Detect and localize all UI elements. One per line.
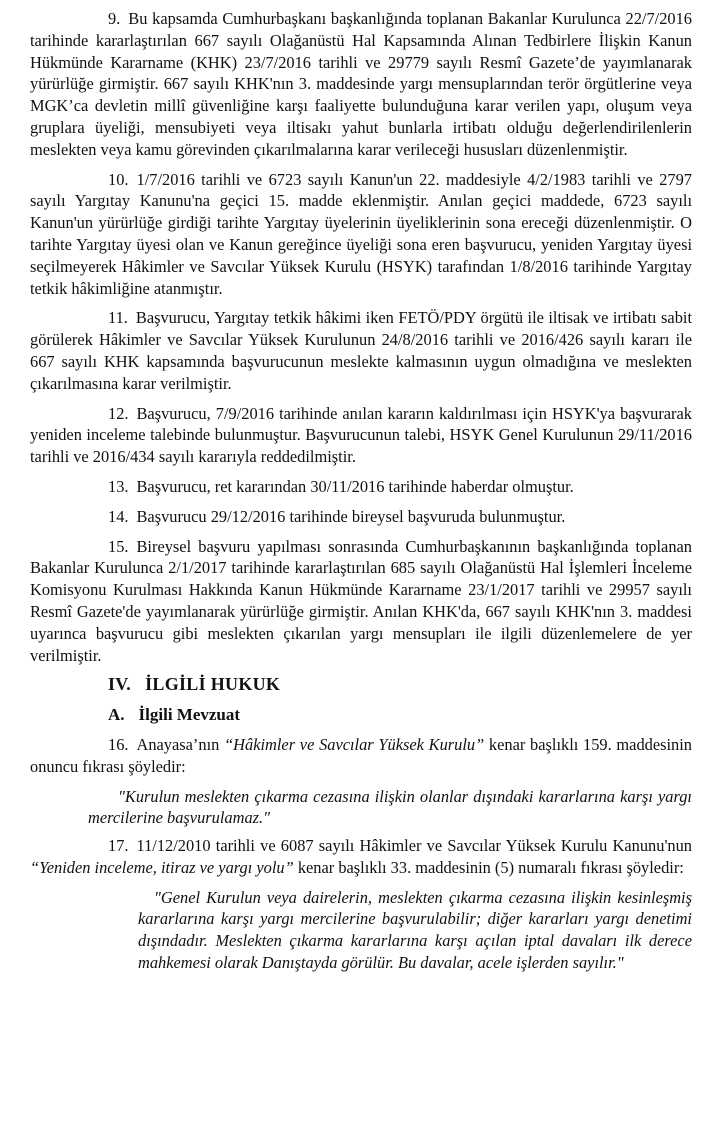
- subsection-heading: [108, 704, 692, 726]
- quote-line: "Genel Kurulun veya dairelerin, meslekten çıkarma cezasına ilişkin kesinleşmiş kararlarına karşı yargı mercilerine başvurulabilir; diğer: [138, 887, 692, 929]
- paragraph-text: 1/7/2016 tarihli ve 6723 sayılı Kanun'un 22. maddesiyle 4/2/1983 tarihli ve 2797 sayılı Yargıtay Kanunu'na geçici 15. madde eklenmiştir. Anılan geçici maddede, 6723 sayılı Kanun'un yürürlüğe girdiği tarihte Yargıtay üyelerinin üyeliklerinin sona ereceği düzenlenmiştir. O tarihte Yargıtay üyesi olan ve Kanun gereğince üyeliği sona eren başvurucu, yeniden Yargıtay üyesi seçilmeyerek Hâkimler ve Savcılar Yüksek Kurulu (HSYK) tarafından 1/8/2016 tarihinde Yargıtay tetkik hâkimliğine atanmıştır.: [30, 169, 692, 298]
- paragraph-number: 10.: [108, 169, 129, 189]
- paragraph-15: [30, 536, 692, 667]
- paragraph-text: Başvurucu, Yargıtay tetkik hâkimi iken FETÖ/PDY örgütü ile iltisak ve irtibatı sabit görülerek Hâkimler ve Savcılar Yüksek Kurulunun 24/8/2016 tarihli ve 2016/426 sayılı kararı ile 667 sayılı KHK kapsamında başvurucunun meslekte kalmasının uygun olmadığına ve meslekten çıkarılmasına karar verilmiştir.: [30, 308, 692, 393]
- section-heading: [108, 674, 692, 696]
- paragraph-11: [30, 307, 692, 394]
- paragraph-text-after: kenar başlıklı 33. maddesinin (5) numaralı fıkrası şöyledir:: [293, 857, 684, 877]
- quote-line: kararları yargı denetimi dışındadır. Meslekten çıkarma kararlarına karşı açılan iptal davaları ilk derece mahkemesi olarak Danıştayda görülür. Bu davalar, acele işlerden sayılır.": [138, 909, 692, 973]
- paragraph-12: [30, 403, 692, 468]
- paragraph-text-before: Anayasa’nın: [136, 734, 225, 754]
- paragraph-number: 14.: [108, 506, 129, 526]
- paragraph-number: 12.: [108, 403, 129, 423]
- paragraph-number: 15.: [108, 536, 129, 556]
- subsection-number: A.: [108, 705, 125, 725]
- paragraph-number: 9.: [108, 9, 121, 28]
- paragraph-text-after: kenar başlıklı 159. maddesinin onuncu fıkrası şöyledir:: [30, 734, 692, 776]
- paragraph-text: Başvurucu, ret kararından 30/11/2016 tarihinde haberdar olmuştur.: [136, 476, 574, 496]
- paragraph-10: [30, 169, 692, 300]
- article-title-italic: “Yeniden inceleme, itiraz ve yargı yolu”: [30, 857, 294, 877]
- paragraph-14: [30, 506, 692, 528]
- section-number: IV.: [108, 674, 132, 695]
- paragraph-number: 16.: [108, 734, 129, 754]
- subsection-title: İlgili Mevzuat: [138, 705, 241, 725]
- paragraph-number: 17.: [108, 836, 129, 856]
- paragraph-text-before: 11/12/2010 tarihli ve 6087 sayılı Hâkimler ve Savcılar Yüksek Kurulu Kanunu'nun: [136, 836, 692, 856]
- section-title: İLGİLİ HUKUK: [145, 674, 281, 695]
- paragraph-17: [30, 835, 692, 879]
- paragraph-number: 11.: [108, 308, 128, 328]
- quote-constitution: "Kurulun meslekten çıkarma cezasına ilişkin olanlar dışındaki kararlarına karşı yargı mercilerine başvurulamaz.": [88, 786, 692, 828]
- quote-hsyk-law: [30, 887, 692, 974]
- paragraph-text: Başvurucu 29/12/2016 tarihinde bireysel başvuruda bulunmuştur.: [136, 506, 566, 526]
- paragraph-9: [30, 8, 692, 161]
- paragraph-text: Bireysel başvuru yapılması sonrasında Cumhurbaşkanının başkanlığında toplanan Bakanlar Kurulunca 2/1/2017 tarihinde kararlaştırılan 685 sayılı Olağanüstü Hal İşlemleri İnceleme Komisyonu Kurulması Hakkında Kanun Hükmünde Kararname 23/1/2017 tarihli ve 29957 sayılı Resmî Gazete'de yayımlanarak yürürlüğe girmiştir. Anılan KHK'da, 667 sayılı KHK'nın 3. maddesi uyarınca başvurucu gibi meslekten çıkarılan yargı mensupları ile ilgili düzenlemelere de yer verilmiştir.: [30, 536, 692, 665]
- paragraph-number: 13.: [108, 476, 129, 496]
- article-title-italic: “Hâkimler ve Savcılar Yüksek Kurulu”: [224, 734, 485, 754]
- paragraph-text: Bu kapsamda Cumhurbaşkanı başkanlığında toplanan Bakanlar Kurulunca 22/7/2016 tarihinde kararlaştırılan 667 sayılı Olağanüstü Hal Kapsamında Alınan Tedbirlere İlişkin Kanun Hükmünde Kararname (KHK) 23/7/2016 tarihli ve 29779 sayılı Resmî Gazete’de yayımlanarak yürürlüğe girmiştir. 667 sayılı KHK'nın 3. maddesinde yargı mensuplarından terör örgütlerine veya MGK’ca devletin millî güvenliğine karşı faaliyette bulunduğuna karar verilen yapı, oluşum veya gruplara üyeliği, mensubiyeti veya iltisakı yahut bunlarla irtibatı olduğu değerlendirilenlerin meslekten veya kamu görevinden çıkarılmalarına karar verileceği hususları düzenlenmiştir.: [30, 9, 692, 159]
- paragraph-13: [30, 476, 692, 498]
- paragraph-text: Başvurucu, 7/9/2016 tarihinde anılan kararın kaldırılması için HSYK'ya başvurarak yeniden inceleme talebinde bulunmuştur. Başvurucunun talebi, HSYK Genel Kurulunun 29/11/2016 tarihli ve 2016/434 sayılı kararıyla reddedilmiştir.: [30, 403, 692, 467]
- paragraph-16: [30, 734, 692, 778]
